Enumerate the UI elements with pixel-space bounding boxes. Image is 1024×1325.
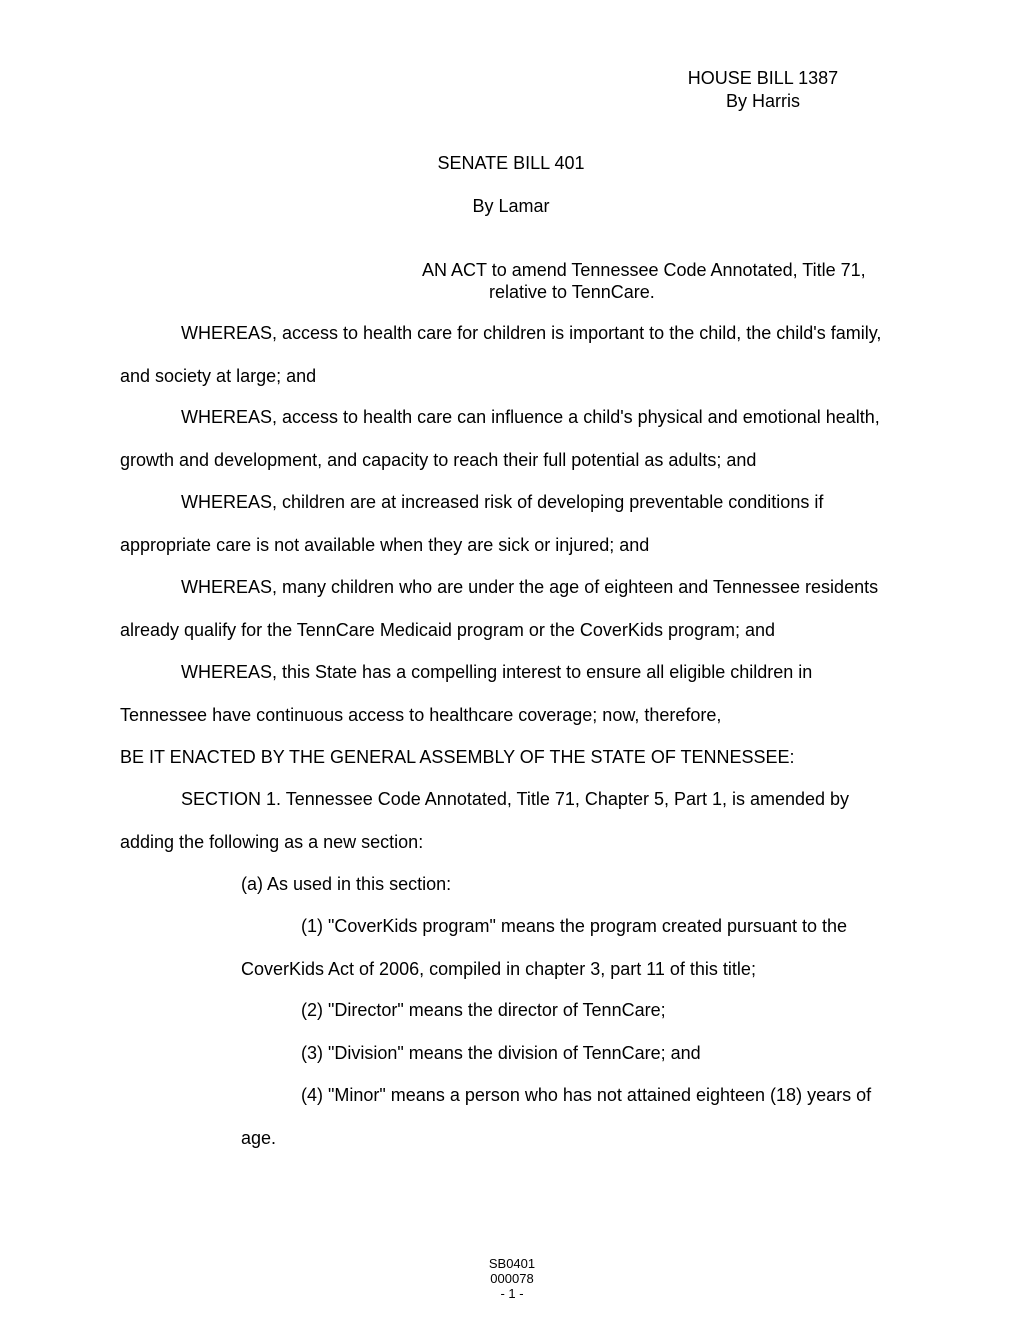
definition-1-line-2: CoverKids Act of 2006, compiled in chapter 3, part 11 of this title; (241, 959, 756, 979)
footer-page-number: - 1 - (500, 1286, 524, 1301)
section-1-line-1: SECTION 1. Tennessee Code Annotated, Title 71, Chapter 5, Part 1, is amended by (181, 789, 850, 809)
senate-bill-number: SENATE BILL 401 (437, 153, 585, 173)
caption-line-2: relative to TennCare. (489, 282, 655, 302)
whereas-3-line-2: appropriate care is not available when they are sick or injured; and (120, 535, 650, 555)
whereas-5-line-2: Tennessee have continuous access to healthcare coverage; now, therefore, (120, 705, 722, 725)
caption-line-1: AN ACT to amend Tennessee Code Annotated, Title 71, (422, 260, 866, 280)
whereas-5-line-1: WHEREAS, this State has a compelling interest to ensure all eligible children in (181, 662, 813, 682)
whereas-2-line-2: growth and development, and capacity to reach their full potential as adults; and (120, 450, 757, 470)
house-bill-sponsor: By Harris (725, 91, 800, 111)
definition-3: (3) "Division" means the division of TennCare; and (301, 1043, 701, 1063)
whereas-1-line-1: WHEREAS, access to health care for children is important to the child, the child's family, (181, 323, 882, 343)
definition-4-line-1: (4) "Minor" means a person who has not attained eighteen (18) years of (301, 1085, 872, 1105)
section-1-line-2: adding the following as a new section: (120, 832, 424, 852)
definition-2: (2) "Director" means the director of TennCare; (301, 1000, 666, 1020)
whereas-4-line-2: already qualify for the TennCare Medicaid program or the CoverKids program; and (120, 620, 776, 640)
definition-4-line-2: age. (241, 1128, 277, 1148)
senate-bill-sponsor: By Lamar (472, 196, 550, 216)
whereas-4-line-1: WHEREAS, many children who are under the age of eighteen and Tennessee residents (181, 577, 879, 597)
house-bill-number: HOUSE BILL 1387 (687, 68, 839, 88)
definition-1-line-1: (1) "CoverKids program" means the program created pursuant to the (301, 916, 848, 936)
whereas-1-line-2: and society at large; and (120, 366, 317, 386)
footer-doc-number: 000078 (490, 1271, 534, 1286)
subsection-a: (a) As used in this section: (241, 874, 452, 894)
whereas-3-line-1: WHEREAS, children are at increased risk of developing preventable conditions if (181, 492, 824, 512)
footer-bill-code: SB0401 (488, 1256, 536, 1271)
enacting-clause: BE IT ENACTED BY THE GENERAL ASSEMBLY OF THE STATE OF TENNESSEE: (120, 747, 795, 767)
whereas-2-line-1: WHEREAS, access to health care can influence a child's physical and emotional health, (181, 407, 880, 427)
